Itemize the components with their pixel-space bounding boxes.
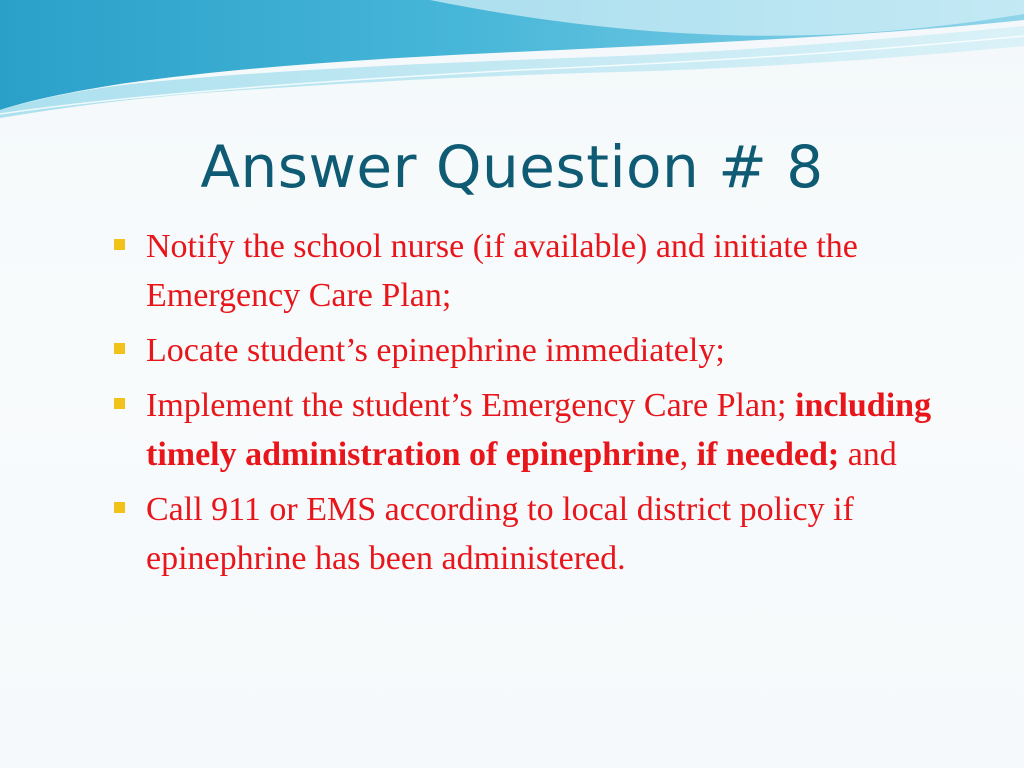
bullet-text: Notify the school nurse (if available) and initiate the Emergency Care Plan; (146, 228, 858, 314)
square-bullet-icon (114, 398, 125, 409)
bullet-item (112, 326, 982, 375)
bullet-list (112, 222, 982, 589)
bullet-text: Locate student’s epinephrine immediately; (146, 332, 725, 369)
square-bullet-icon (114, 343, 125, 354)
bullet-text-emphasis: including timely administration of epinephrine (146, 387, 932, 473)
bullet-text: Call 911 or EMS according to local district policy if epinephrine has been administered. (146, 491, 854, 577)
bullet-item (112, 222, 982, 320)
bullet-text: Implement the student’s Emergency Care Plan; (146, 387, 795, 424)
decorative-wave-header (0, 0, 1024, 130)
bullet-text: , (679, 436, 697, 473)
bullet-text-emphasis: if needed; (696, 436, 840, 473)
square-bullet-icon (114, 502, 125, 513)
bullet-item (112, 381, 982, 479)
square-bullet-icon (114, 239, 125, 250)
bullet-text: and (839, 436, 897, 473)
slide-title: Answer Question # 8 (200, 133, 824, 201)
bullet-item (112, 485, 982, 583)
